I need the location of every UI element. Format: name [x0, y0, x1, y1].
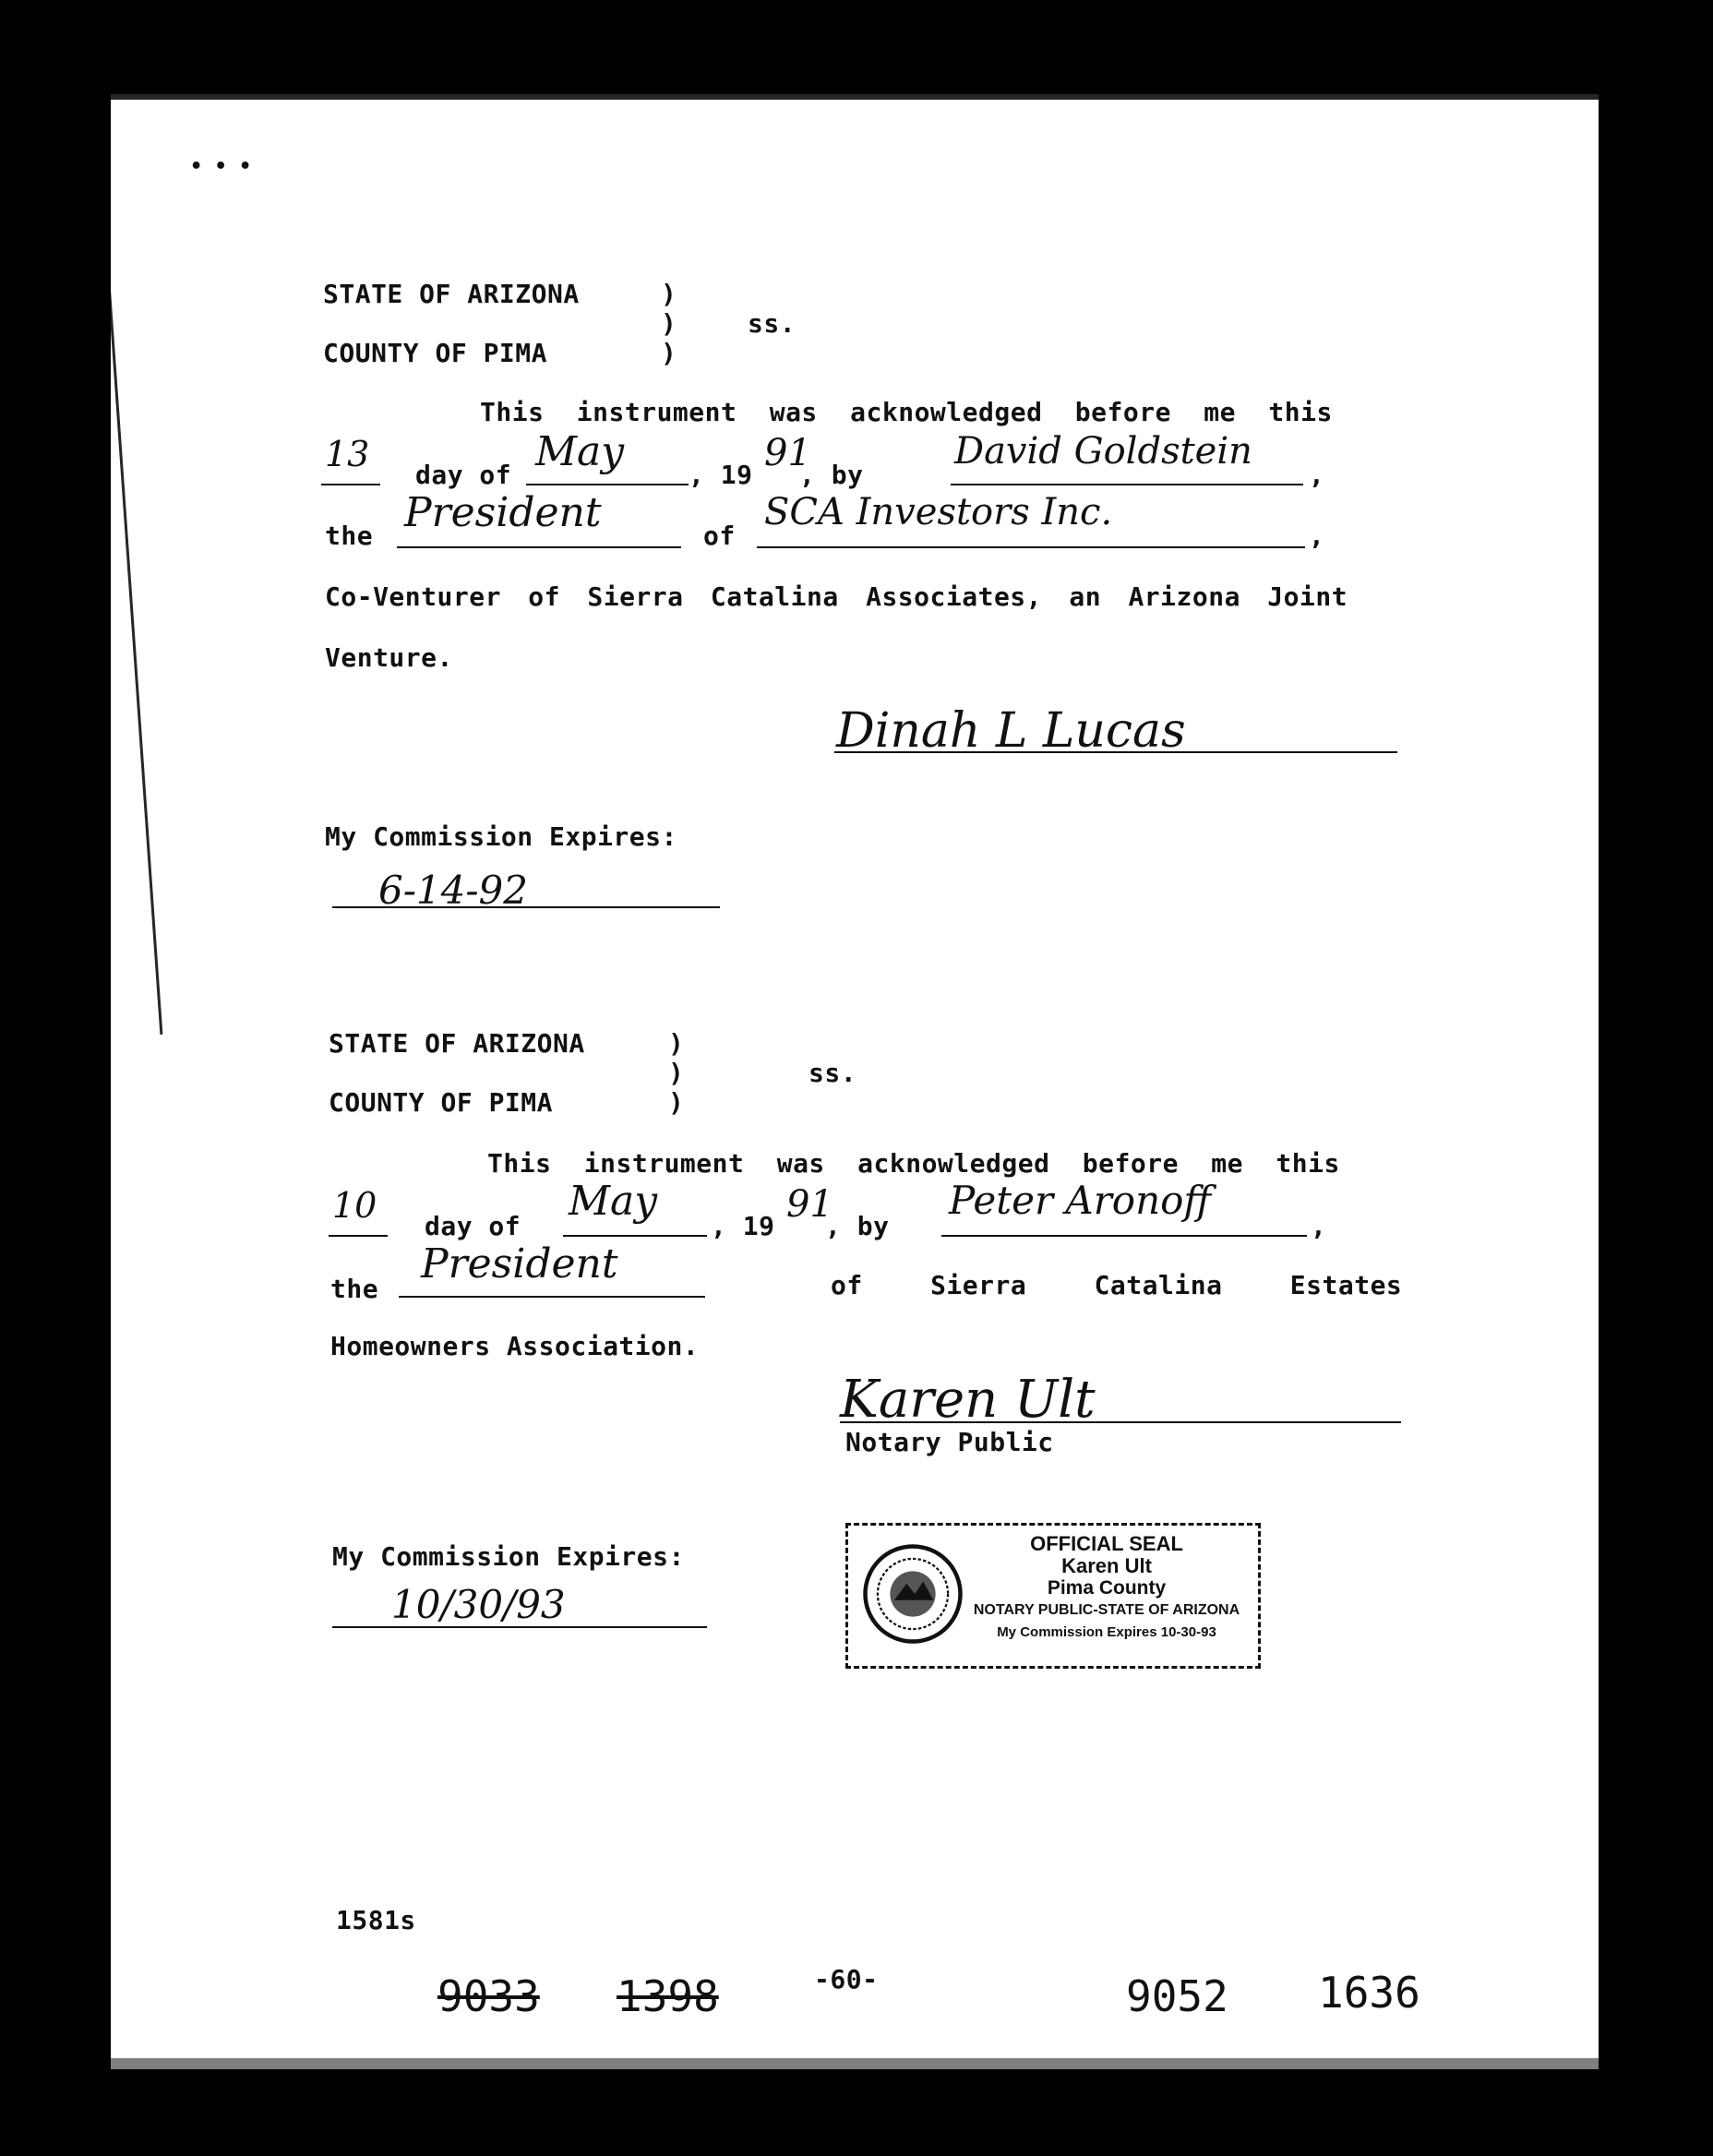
title-rule-2 — [399, 1296, 705, 1298]
venue-bracket-2c: ) — [668, 1087, 684, 1118]
the-word-1: the — [325, 521, 374, 551]
by-word-1: , by — [799, 460, 864, 490]
month-rule-2 — [563, 1235, 707, 1237]
title-value-1: President — [404, 489, 602, 536]
the-word-2: the — [330, 1274, 379, 1304]
form-code: 1581s — [336, 1905, 416, 1935]
continuation-1b: Venture. — [325, 642, 453, 673]
company-value-1: SCA Investors Inc. — [764, 491, 1113, 533]
company-rule-1 — [757, 546, 1305, 548]
signature-rule-1 — [834, 751, 1397, 753]
official-seal-stamp — [845, 1523, 1261, 1669]
month-value-2: May — [569, 1178, 658, 1225]
commission-date-2: 10/30/93 — [391, 1582, 566, 1627]
day-value-1: 13 — [325, 434, 370, 474]
seal-line-2: Karen Ult — [1061, 1554, 1152, 1577]
ack-line-1: This instrument was acknowledged before me this — [480, 397, 1333, 427]
day-value-2: 10 — [332, 1185, 377, 1226]
state-line-1: STATE OF ARIZONA — [323, 279, 580, 309]
commission-label-1: My Commission Expires: — [325, 821, 677, 852]
stamp-old-book: 9033 — [437, 1971, 540, 2021]
title-value-2: President — [421, 1240, 618, 1288]
signature-rule-2 — [840, 1421, 1401, 1423]
venue-bracket-1c: ) — [661, 338, 677, 368]
page-number: -60- — [814, 1964, 879, 1994]
ack-line-2: This instrument was acknowledged before me this — [487, 1148, 1340, 1179]
day-word-1: day of — [415, 460, 512, 490]
year-prefix-2: , 19 — [711, 1211, 775, 1241]
day-rule-2 — [329, 1235, 388, 1237]
continuation-2a: Homeowners Association. — [330, 1331, 700, 1361]
stamp-old-page: 1398 — [617, 1971, 719, 2021]
state-line-2: STATE OF ARIZONA — [329, 1028, 585, 1059]
month-rule-1 — [526, 484, 689, 485]
commission-rule-2 — [332, 1626, 707, 1628]
comma-1: , — [1309, 460, 1325, 490]
of-line-2: of Sierra Catalina Estates — [831, 1270, 1403, 1300]
title-rule-1 — [397, 546, 681, 548]
stamp-page: 1636 — [1318, 1968, 1420, 2018]
person-rule-1 — [951, 484, 1303, 485]
by-word-2: , by — [825, 1211, 890, 1241]
signature-2: Karen Ult — [840, 1370, 1096, 1430]
ss-label-1: ss. — [748, 308, 797, 339]
seal-line-4: NOTARY PUBLIC-STATE OF ARIZONA — [973, 1602, 1240, 1618]
seal-line-3: Pima County — [1047, 1577, 1167, 1599]
scan-artifact — [111, 2058, 1599, 2069]
comma-3: , — [1311, 1211, 1327, 1241]
commission-rule-1 — [332, 906, 720, 908]
year-value-2: 91 — [786, 1183, 833, 1226]
day-word-2: day of — [425, 1211, 521, 1241]
comma-2: , — [1309, 521, 1325, 551]
seal-line-1: OFFICIAL SEAL — [1030, 1532, 1183, 1555]
venue-bracket-1b: ) — [661, 308, 677, 339]
state-seal-icon — [861, 1542, 964, 1646]
ss-label-2: ss. — [809, 1058, 857, 1088]
commission-date-1: 6-14-92 — [378, 868, 528, 913]
notary-label-2: Notary Public — [845, 1427, 1054, 1457]
month-value-1: May — [535, 428, 625, 475]
county-line-1: COUNTY OF PIMA — [323, 338, 548, 368]
scan-artifact — [111, 94, 1599, 100]
person-name-2: Peter Aronoff — [949, 1178, 1212, 1223]
venue-bracket-1a: ) — [661, 279, 677, 309]
year-value-1: 91 — [764, 432, 811, 474]
person-name-1: David Goldstein — [954, 430, 1252, 473]
continuation-1a: Co-Venturer of Sierra Catalina Associates, an Arizona Joint — [325, 581, 1348, 612]
commission-label-2: My Commission Expires: — [332, 1541, 685, 1572]
person-rule-2 — [941, 1235, 1307, 1237]
venue-bracket-2a: ) — [668, 1028, 684, 1059]
day-rule-1 — [321, 484, 380, 485]
stamp-book: 9052 — [1126, 1971, 1228, 2021]
signature-1: Dinah L Lucas — [836, 703, 1186, 759]
seal-line-5: My Commission Expires 10-30-93 — [997, 1624, 1216, 1640]
venue-bracket-2b: ) — [668, 1058, 684, 1088]
of-word-1: of — [703, 521, 736, 551]
scan-artifact — [111, 206, 162, 1035]
year-prefix-1: , 19 — [689, 460, 753, 490]
scan-dots: • • • — [190, 155, 252, 178]
county-line-2: COUNTY OF PIMA — [329, 1087, 554, 1118]
document-page — [111, 94, 1599, 2069]
